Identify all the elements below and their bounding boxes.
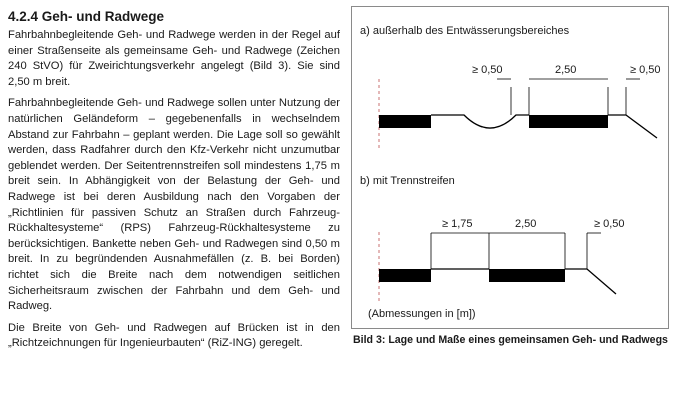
figure-caption: Bild 3: Lage und Maße eines gemeinsamen Geh- und Radwegs [353, 334, 668, 346]
diagram-a-drawing [379, 64, 661, 149]
diagram-b-dim-right: ≥ 0,50 [594, 218, 625, 230]
diagram-a-dim-mid: 2,50 [555, 64, 577, 76]
figure-box [351, 6, 669, 329]
text-column [8, 8, 340, 358]
cross-section-diagrams [352, 7, 670, 330]
section-heading: 4.2.4 Geh- und Radwege [8, 9, 165, 24]
diagram-a-carriageway [379, 115, 431, 128]
diagram-a-label: a) außerhalb des Entwässerungsbereiches [360, 25, 570, 37]
diagram-a-dim-left: ≥ 0,50 [472, 64, 503, 76]
paragraph-3: Die Breite von Geh- und Radwegen auf Brücken ist in den „Richtzeichnungen für Ingenieurbauten“ (RiZ-ING) geregelt. [8, 321, 340, 350]
paragraph-1: Fahrbahnbegleitende Geh- und Radwege werden in der Regel auf einer Straßenseite als gemeinsame Geh- und Radwege (Zeichen 240 StVO) für Zweirichtungsverkehr angelegt (Bild 3). Sie sind 2,50 m breit. [8, 29, 340, 88]
paragraph-2: Fahrbahnbegleitende Geh- und Radwege sollen unter Nutzung der natürlichen Geländeform – gegebenenfalls in wechselndem Abstand zur Fahrbahn – geplant werden. Die Lage soll so gewählt werden, dass Radfahrer durch den Kfz-Verkehr nicht unzumutbar geblendet werden. Der Seitentrennstreifen soll mindestens 1,75 m breit sein. In Abhängigkeit von der Belastung der Geh- und Radwege ist bei deren Ausbildung nach den Vorgaben der „Richtlinien für passiven Schutz an Straßen durch Fahrzeug-Rückhaltesysteme“ (RPS) Fahrzeug-Rückhaltesysteme zu berücksichtigen. Bankette neben Geh- und Radwegen sind 0,50 m breit. In zu begründenden Ausnahmefällen (z. B. bei Borden) richtet sich die Breite nach dem notwendigen seitlichen Sicherheitsraum zwischen der Fahrbahn und dem Geh- und Radweg. [8, 97, 340, 313]
diagram-b-carriageway [379, 269, 431, 282]
diagram-b-path [489, 269, 565, 282]
diagram-a-dim-right: ≥ 0,50 [630, 64, 661, 76]
diagram-b-dim-mid: 2,50 [515, 218, 537, 230]
diagram-a-slope [608, 115, 657, 138]
diagram-b-dim-left: ≥ 1,75 [442, 218, 473, 230]
diagram-b-drawing [379, 218, 625, 303]
units-note: (Abmessungen in [m]) [368, 308, 476, 320]
diagram-b-label: b) mit Trennstreifen [360, 175, 455, 187]
diagram-a-ditch [431, 115, 529, 128]
diagram-b-slope [565, 269, 616, 294]
diagram-a-path [529, 115, 608, 128]
